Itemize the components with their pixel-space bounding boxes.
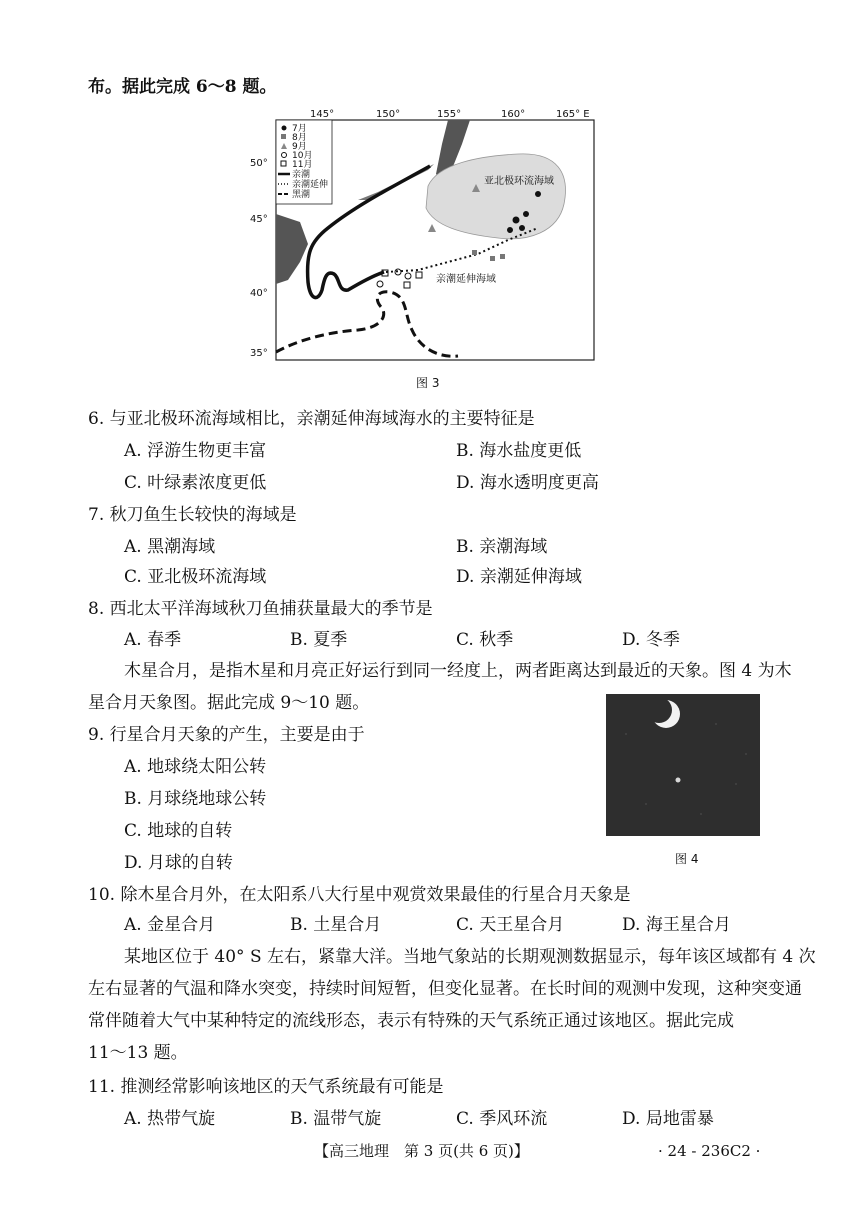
q8-option-b: B. 夏季 [290, 630, 348, 650]
q8-option-c: C. 秋季 [456, 630, 514, 650]
legend-oyashio: 亲潮 [292, 170, 311, 180]
passage3-line2: 左右显著的气温和降水突变，持续时间短暂，但变化显著。在长时间的观测中发现，这种突变通 [88, 979, 802, 999]
q11-option-d: D. 局地雷暴 [622, 1109, 714, 1129]
q11-option-a: A. 热带气旋 [124, 1109, 216, 1129]
lon-label-155: 155° [437, 109, 462, 120]
point-july [507, 227, 513, 233]
figure4-photo [606, 694, 760, 836]
q6-option-a: A. 浮游生物更丰富 [124, 441, 267, 461]
footer-code: · 24 - 236C2 · [658, 1142, 761, 1160]
q7-option-a: A. 黑潮海域 [124, 537, 216, 557]
oyashio-extension-label: 亲潮延伸海域 [436, 274, 496, 285]
lon-label-160: 160° [501, 109, 526, 120]
q9-stem: 9. 行星合月天象的产生，主要是由于 [88, 725, 365, 745]
passage2-line2: 星合月天象图。据此完成 9～10 题。 [88, 693, 370, 713]
q10-option-a: A. 金星合月 [124, 915, 216, 935]
q8-option-a: A. 春季 [124, 630, 182, 650]
q10-option-c: C. 天王星合月 [456, 915, 565, 935]
q11-option-b: B. 温带气旋 [290, 1109, 382, 1129]
q8-option-d: D. 冬季 [622, 630, 680, 650]
q9-option-c: C. 地球的自转 [124, 821, 233, 841]
q11-option-c: C. 季风环流 [456, 1109, 548, 1129]
q6-stem: 6. 与亚北极环流海域相比，亲潮延伸海域海水的主要特征是 [88, 409, 535, 429]
figure3-map [248, 104, 608, 366]
legend-november: 11月 [292, 160, 313, 170]
figure4-caption: 图 4 [675, 852, 699, 866]
footer-page-info: 【高三地理 第 3 页(共 6 页)】 [314, 1142, 529, 1160]
q7-option-b: B. 亲潮海域 [456, 537, 548, 557]
passage3-line4: 11～13 题。 [88, 1043, 188, 1063]
point-july [519, 225, 525, 231]
lat-label-35: 35° [250, 348, 268, 359]
point-july [535, 191, 541, 197]
q10-option-d: D. 海王星合月 [622, 915, 731, 935]
q11-stem: 11. 推测经常影响该地区的天气系统最有可能是 [88, 1077, 444, 1097]
q6-option-d: D. 海水透明度更高 [456, 473, 599, 493]
q6-option-b: B. 海水盐度更低 [456, 441, 582, 461]
legend-october: 10月 [292, 151, 313, 161]
lon-label-145: 145° [310, 109, 335, 120]
q7-option-d: D. 亲潮延伸海域 [456, 567, 582, 587]
intro-tail: 布。据此完成 6～8 题。 [88, 77, 277, 97]
legend-extension: 亲潮延伸 [292, 180, 329, 190]
lat-label-40: 40° [250, 288, 268, 299]
legend-august-symbol [281, 134, 286, 139]
subarctic-gyre-label: 亚北极环流海域 [484, 176, 554, 187]
jupiter-dot [676, 778, 681, 783]
point-july [513, 217, 520, 224]
lon-label-150: 150° [376, 109, 401, 120]
figure4-moon-image [606, 694, 760, 836]
q10-stem: 10. 除木星合月外，在太阳系八大行星中观赏效果最佳的行星合月天象是 [88, 885, 631, 905]
lat-label-45: 45° [250, 214, 268, 225]
legend-july-symbol [282, 126, 287, 131]
point-august [490, 256, 495, 261]
q10-option-b: B. 土星合月 [290, 915, 382, 935]
point-august [500, 254, 505, 259]
q7-option-c: C. 亚北极环流海域 [124, 567, 267, 587]
legend-september: 9月 [292, 142, 307, 152]
q9-option-a: A. 地球绕太阳公转 [124, 757, 267, 777]
passage3-line3: 常伴随着大气中某种特定的流线形态，表示有特殊的天气系统正通过该地区。据此完成 [88, 1011, 734, 1031]
q7-stem: 7. 秋刀鱼生长较快的海域是 [88, 505, 297, 525]
legend-august: 8月 [292, 133, 307, 143]
point-august [472, 250, 477, 255]
passage3-line1: 某地区位于 40° S 左右，紧靠大洋。当地气象站的长期观测数据显示，每年该区域都有 4 次 [124, 947, 816, 967]
q9-option-b: B. 月球绕地球公转 [124, 789, 267, 809]
lat-label-50: 50° [250, 158, 268, 169]
q8-stem: 8. 西北太平洋海域秋刀鱼捕获量最大的季节是 [88, 599, 433, 619]
point-july [523, 211, 529, 217]
q6-option-c: C. 叶绿素浓度更低 [124, 473, 267, 493]
lon-label-165: 165° E [556, 109, 590, 120]
q9-option-d: D. 月球的自转 [124, 853, 233, 873]
legend-kuroshio: 黑潮 [292, 190, 311, 200]
legend-july: 7月 [292, 124, 307, 134]
figure3-caption: 图 3 [416, 376, 440, 390]
passage2-line1: 木星合月，是指木星和月亮正好运行到同一经度上，两者距离达到最近的天象。图 4 为木 [124, 661, 792, 681]
